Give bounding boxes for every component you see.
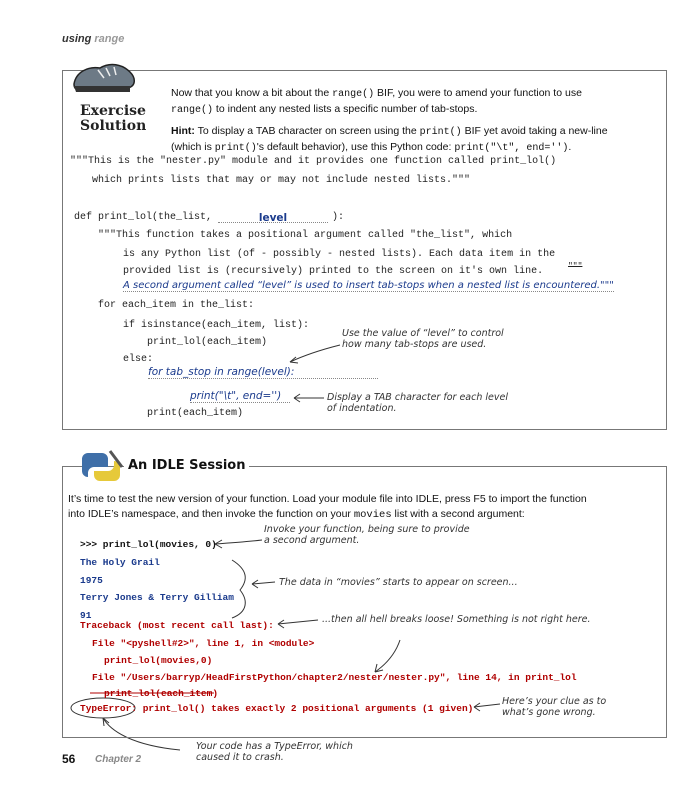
code-line: is any Python list (of - possibly - nested lists). Each data item in the — [123, 249, 556, 260]
code-line: provided list is (recursively) printed to the screen on it's own line. — [123, 266, 544, 277]
code-line: """This function takes a positional argument called "the_list", which — [98, 230, 513, 241]
shell-prompt: >>> print_lol(movies, 0) — [80, 539, 217, 550]
code-line: which prints lists that may or may not include nested lists.""" — [92, 175, 471, 186]
intro-text: Now that you know a bit about the — [171, 87, 333, 99]
code-line: def print_lol(the_list, — [74, 212, 213, 223]
hint-text: (which is — [171, 141, 215, 153]
intro-code: range() — [171, 105, 214, 116]
note-text: Your code has a TypeError, which — [196, 741, 353, 752]
idle-intro-text: list with a second argument: — [391, 508, 525, 520]
shell-typeerror: TypeError: print_lol() takes exactly 2 positional arguments (1 given) — [80, 703, 474, 714]
shell-error: File "<pyshell#2>", line 1, in <module> — [92, 638, 315, 649]
docstring-addition: A second argument called “level” is used to insert tab-stops when a nested list is encountered.""" — [123, 280, 614, 291]
shell-output: The Holy Grail — [80, 557, 160, 568]
shell-output: 1975 — [80, 575, 103, 586]
note-text: of indentation. — [327, 403, 397, 414]
code-line: """This is the "nester.py" module and it provides one function called print_lol() — [70, 156, 557, 167]
struck-quotes: """ — [568, 262, 583, 271]
shell-error: File "/Users/barryp/HeadFirstPython/chapter2/nester/nester.py", line 14, in print_lol — [92, 672, 577, 683]
shell-error: print_lol(movies,0) — [104, 655, 213, 666]
intro-text: to indent any nested lists a specific number of tab-stops. — [213, 103, 478, 115]
hint-code: print() — [214, 143, 257, 154]
note-text: a second argument. — [264, 535, 360, 546]
python-logo-icon — [80, 447, 124, 487]
idle-intro-text: into IDLE’s namespace, and then invoke the function on your — [68, 508, 354, 520]
annotation-data: The data in “movies” starts to appear on screen... — [279, 577, 518, 588]
code-line: ): — [332, 212, 345, 223]
param-level: level — [258, 212, 288, 224]
shell-error: Traceback (most recent call last): — [80, 620, 274, 631]
code-line: print(each_item) — [147, 408, 244, 419]
shell-error: print_lol(each_item) — [104, 688, 219, 699]
hint-text: 's default behavior), use this Python code: — [256, 141, 455, 153]
idle-intro-text: It’s time to test the new version of your function. Load your module file into IDLE, press F5 to import the function — [68, 493, 587, 505]
code-line: if isinstance(each_item, list): — [123, 320, 310, 331]
chapter-label: Chapter 2 — [95, 754, 142, 765]
annotation-typeerror — [196, 741, 353, 763]
code-line: print_lol(each_item) — [147, 337, 268, 348]
note-text: what’s gone wrong. — [502, 707, 596, 718]
note-text: caused it to crash. — [196, 752, 284, 763]
code-line: else: — [123, 354, 154, 365]
note-text: Use the value of “level” to control — [342, 328, 504, 339]
header-topic: range — [94, 33, 125, 45]
code-line: for each_item in the_list: — [98, 300, 255, 311]
shell-output: 91 — [80, 610, 92, 621]
badge-line2: Solution — [80, 118, 147, 134]
header-prefix: using — [62, 33, 92, 45]
hint-code: print() — [419, 127, 462, 138]
note-text: Here’s your clue as to — [502, 696, 607, 707]
annotation-invoke — [264, 524, 470, 546]
intro-code: range() — [332, 89, 375, 100]
hint-text: To display a TAB character on screen using the — [194, 125, 420, 137]
idle-session-title: An IDLE Session — [124, 458, 249, 473]
note-text: Display a TAB character for each level — [327, 392, 508, 403]
note-text: Invoke your function, being sure to provide — [264, 524, 470, 535]
hint-code: print("\t", end='') — [454, 143, 569, 154]
added-print-tab: print("\t", end='') — [190, 390, 290, 403]
hint-label: Hint: — [171, 125, 195, 137]
shell-output: Terry Jones & Terry Gilliam — [80, 592, 234, 603]
hint-text: BIF yet avoid taking a new-line — [461, 125, 608, 137]
annotation-hell: ...then all hell breaks loose! Something is not right here. — [322, 614, 591, 625]
annotation-clue — [502, 696, 606, 718]
intro-text: BIF, you were to amend your function to use — [374, 87, 582, 99]
added-for-loop: for tab_stop in range(level): — [148, 366, 378, 379]
note-text: how many tab-stops are used. — [342, 339, 487, 350]
hint-text: . — [568, 141, 572, 153]
page-number: 56 — [62, 752, 76, 766]
idle-intro — [68, 492, 628, 523]
badge-line1: Exercise — [80, 103, 146, 119]
idle-intro-code: movies — [353, 509, 392, 521]
